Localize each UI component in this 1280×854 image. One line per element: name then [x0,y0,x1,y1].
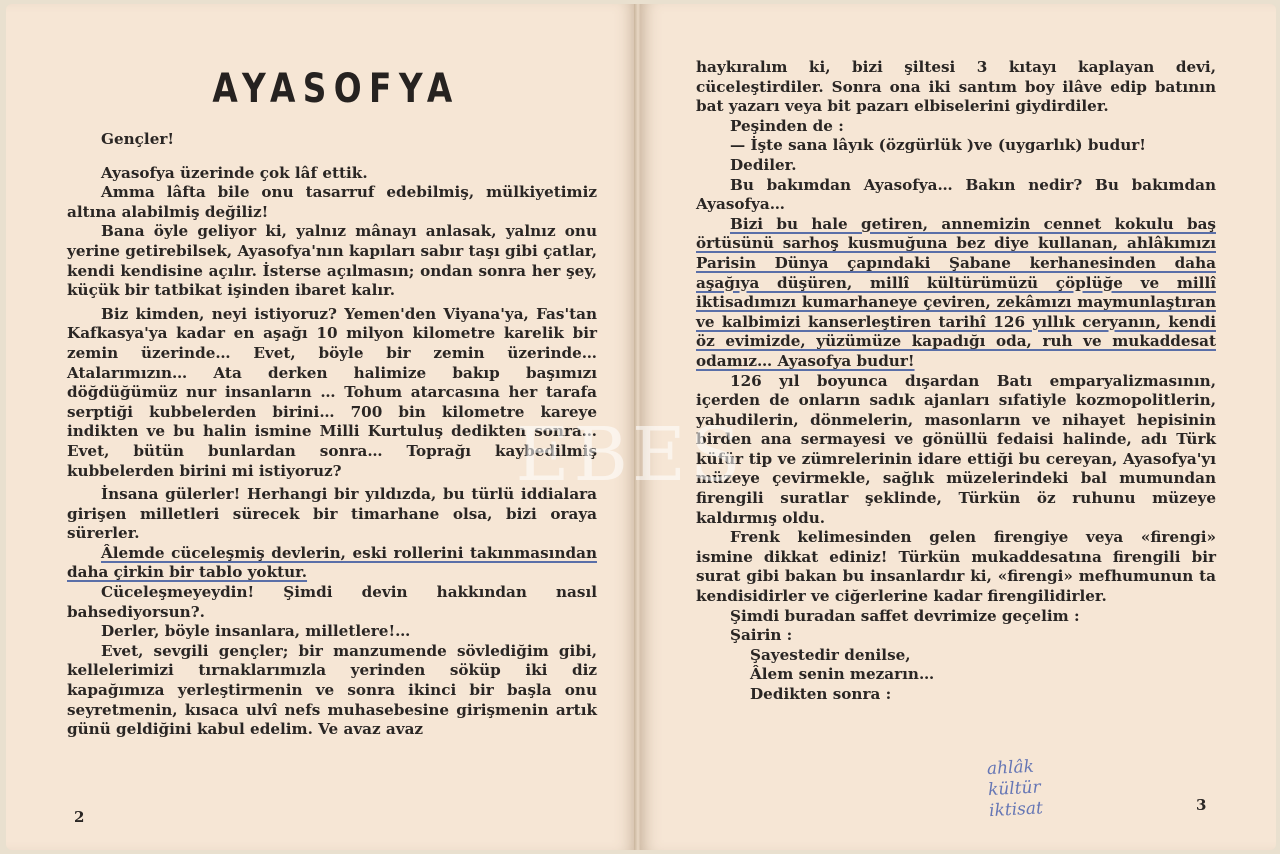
poem-line: Şayestedir denilse, [750,645,911,664]
paragraph: İnsana gülerler! Herhangi bir yıldızda, bu türlü iddialara girişen milletleri sürecek bir timarhane olsa, bizi oraya sürerler. [67,485,597,543]
underlined-paragraph: Bizi bu hale getiren, annemizin cennet kokulu baş örtüsünü sarhoş kusmuğuna bez diye kullanan, ahlâkımızı Parisin Dünya çapındaki Şabane kerhanesinden daha aşağıya düşüren, millî kültürümüzü çöplüğe ve millî iktisadımızı kumarhaneye çeviren, zekâmızı maymunlaştıran ve kalbimizi kanserleştiren tarihî 126 yıllık ceryanın, kendi öz evimizde, yüzümüze kapadığı oda, ruh ve mukaddesat odamız… Ayasofya budur! [696,214,1216,370]
paragraph: Dediler. [730,155,797,174]
right-text-column [696,58,1216,705]
handwritten-word: iktisat [988,798,1044,822]
paragraph: Frenk kelimesinden gelen firengiye veya «firengi» ismine dikkat ediniz! Türkün mukaddesatına firengili bir surat gibi bakan bu insanlardır ki, «firengi» mefhumunun ta kendisidirler ve ciğerlerine kadar firengilidirler. [696,528,1216,606]
left-page [6,4,636,850]
poem-line: Dedikten sonra : [750,685,892,703]
page-title: AYASOFYA [212,66,460,112]
paragraph: 126 yıl boyunca dışardan Batı emparyalizmasının, içerden de onların sadık ajanları sıfatiyle kozmopolitlerin, yahudilerin, dönmelerin, masonların ve nihayet hepisinin birden ana sermayesi ve gönüllü fedaisi halinde, adı Türk küfür tip ve zümrelerinin idare ettiği bu cereyan, Ayasofya'yı müzeye çevirmekle, sağlık müzelerindeki bal mumundan firengili suratlar şeklinde, Türkün öz ruhunu müzeye kaldırmış oldu. [696,371,1216,527]
handwritten-note [986,753,1109,822]
paragraph: Cüceleşmeyeydin! Şimdi devin hakkından nasıl bahsediyorsun?. [67,583,597,621]
handwritten-word: ahlâk [986,756,1035,780]
right-page [640,4,1276,850]
paragraph: Bu bakımdan Ayasofya… Bakın nedir? Bu bakımdan Ayasofya… [696,175,1216,214]
paragraph: — İşte sana lâyık (özgürlük )ve (uygarlık) budur! [730,136,1146,155]
paragraph: Peşinden de : [730,116,844,135]
paragraph: haykıralım ki, bizi şiltesi 3 kıtayı kaplayan devi, cüceleştirdiler. Sonra ona iki santım boy ilâve edip batının bat yazarı veya bit pazarı elbiselerini giydirdiler. [696,58,1216,116]
handwritten-word: kültür [987,777,1042,801]
watermark: EBES [515,412,745,498]
paragraph: Ayasofya üzerinde çok lâf ettik. [101,163,368,182]
paragraph: Gençler! [101,130,175,148]
poem-line: Âlem senin mezarın… [750,665,935,684]
page-number: 2 [74,808,85,826]
underlined-paragraph: Âlemde cüceleşmiş devlerin, eski rollerini takınmasından daha çirkin bir tablo yoktur. [67,543,597,582]
paragraph: Şairin : [730,626,793,645]
paragraph: Amma lâfta bile onu tasarruf edebilmiş, mülkiyetimiz altına alabilmiş değiliz! [67,183,597,221]
page-number: 3 [1196,796,1207,814]
paragraph: Şimdi buradan saffet devrimize geçelim : [730,606,1080,625]
paragraph: Biz kimden, neyi istiyoruz? Yemen'den Viyana'ya, Fas'tan Kafkasya'ya kadar en aşağı 10 milyon kilometre karelik bir zemin üzerinde… Evet, böyle bir zemin üzerinde… Atalarımızın… Ata derken halimize bakıp başımızı döğdüğümüz nur insanların … Tohum atarcasına her tarafa serptiği kubbelerden birini… 700 bin kilometre kareye indikten ve bu halin ismine Milli Kurtuluş dedikten sonra… Evet, bütün bunlardan sonra… Toprağı kaybedilmiş kubbelerden birini mi istiyoruz? [67,304,597,480]
paragraph: Evet, sevgili gençler; bir manzumende sövlediğim gibi, kellelerimizi tırnaklarımızla yerinden söküp iki diz kapağımıza yerleştirmenin ve sonra ikinci bir başla onu seyretmenin, kısaca ulvî nefs muhasebesine girişmenin artık günü geldiğini kabul edelim. Ve avaz avaz [67,641,597,739]
left-text-column [67,130,597,740]
paragraph: Bana öyle geliyor ki, yalnız mânayı anlasak, yalnız onu yerine getirebilsek, Ayasofya'nın kapıları sabır taşı gibi çatlar, kendi kendisine açılır. İsterse açılmasın; ondan sonra her şey, küçük bir tatbikat işinden ibaret kalır. [67,222,597,300]
paragraph: Derler, böyle insanlara, milletlere!… [101,622,411,641]
